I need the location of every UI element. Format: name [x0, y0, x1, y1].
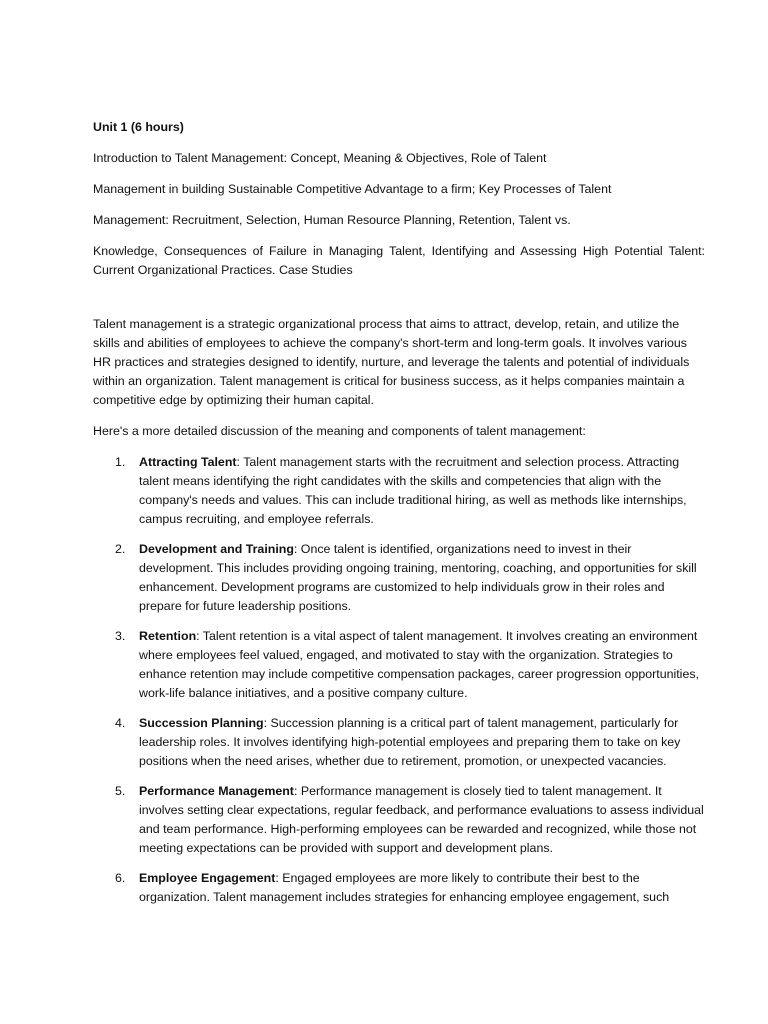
- page-content: [93, 118, 705, 918]
- item-text: : Once talent is identified, organizations need to invest in their development. This includes providing ongoing training, mentoring, coaching, and opportunities for skill enhancement. Development programs are customized to help individuals grow in their roles and prepare for future leadership positions.: [139, 542, 697, 613]
- item-term: Succession Planning: [139, 716, 264, 730]
- item-text: : Succession planning is a critical part of talent management, particularly for leadership roles. It involves identifying high-potential employees and preparing them to take on key positions when the need arises, whether due to retirement, promotion, or unexpected vacancies.: [139, 716, 681, 768]
- intro-paragraph: Talent management is a strategic organizational process that aims to attract, develop, retain, and utilize the skills and abilities of employees to achieve the company's short-term and long-term goals. It involves various HR practices and strategies designed to identify, nurture, and leverage the talents and potential of individuals within an organization. Talent management is critical for business success, as it helps companies maintain a competitive edge by optimizing their human capital.: [93, 317, 690, 407]
- item-term: Retention: [139, 629, 197, 643]
- list-number: 1.: [115, 455, 126, 469]
- unit-heading: Unit 1 (6 hours): [93, 120, 184, 134]
- list-item: [93, 540, 705, 616]
- list-number: 5.: [115, 784, 126, 798]
- syllabus-line: Management in building Sustainable Competitive Advantage to a firm; Key Processes of Talent: [93, 182, 612, 196]
- syllabus-line: Introduction to Talent Management: Concept, Meaning & Objectives, Role of Talent: [93, 151, 547, 165]
- lead-paragraph: Here's a more detailed discussion of the meaning and components of talent management:: [93, 424, 586, 438]
- list-number: 2.: [115, 542, 126, 556]
- section-spacer: [93, 280, 705, 315]
- components-list: [93, 453, 705, 907]
- syllabus-line: Management: Recruitment, Selection, Human Resource Planning, Retention, Talent vs.: [93, 213, 571, 227]
- list-item: [93, 627, 705, 703]
- list-item: [93, 782, 705, 858]
- item-term: Employee Engagement: [139, 871, 276, 885]
- item-text: : Performance management is closely tied to talent management. It involves setting clear expectations, regular feedback, and performance evaluations to assess individual and team performance. High-performing employees can be rewarded and recognized, while those not meeting expectations can be provided with support and development plans.: [139, 784, 704, 855]
- item-text: : Talent retention is a vital aspect of talent management. It involves creating an environment where employees feel valued, engaged, and motivated to stay with the organization. Strategies to enhance retention may include competitive compensation packages, career progression opportunities, work-life balance initiatives, and a positive company culture.: [139, 629, 699, 700]
- list-item: [93, 453, 705, 529]
- list-number: 6.: [115, 871, 126, 885]
- list-item: [93, 869, 705, 907]
- item-text: : Engaged employees are more likely to contribute their best to the organization. Talent management includes strategies for enhancing employee engagement, such: [139, 871, 670, 904]
- syllabus-line: Knowledge, Consequences of Failure in Managing Talent, Identifying and Assessing High Potential Talent: Current Organizational Practices. Case Studies: [93, 244, 705, 277]
- list-item: [93, 714, 705, 771]
- item-text: : Talent management starts with the recruitment and selection process. Attracting talent means identifying the right candidates with the skills and competencies that align with the company's needs and values. This can include traditional hiring, as well as methods like internships, campus recruiting, and employee referrals.: [139, 455, 687, 526]
- list-number: 4.: [115, 716, 126, 730]
- list-number: 3.: [115, 629, 126, 643]
- item-term: Performance Management: [139, 784, 294, 798]
- item-term: Development and Training: [139, 542, 294, 556]
- item-term: Attracting Talent: [139, 455, 237, 469]
